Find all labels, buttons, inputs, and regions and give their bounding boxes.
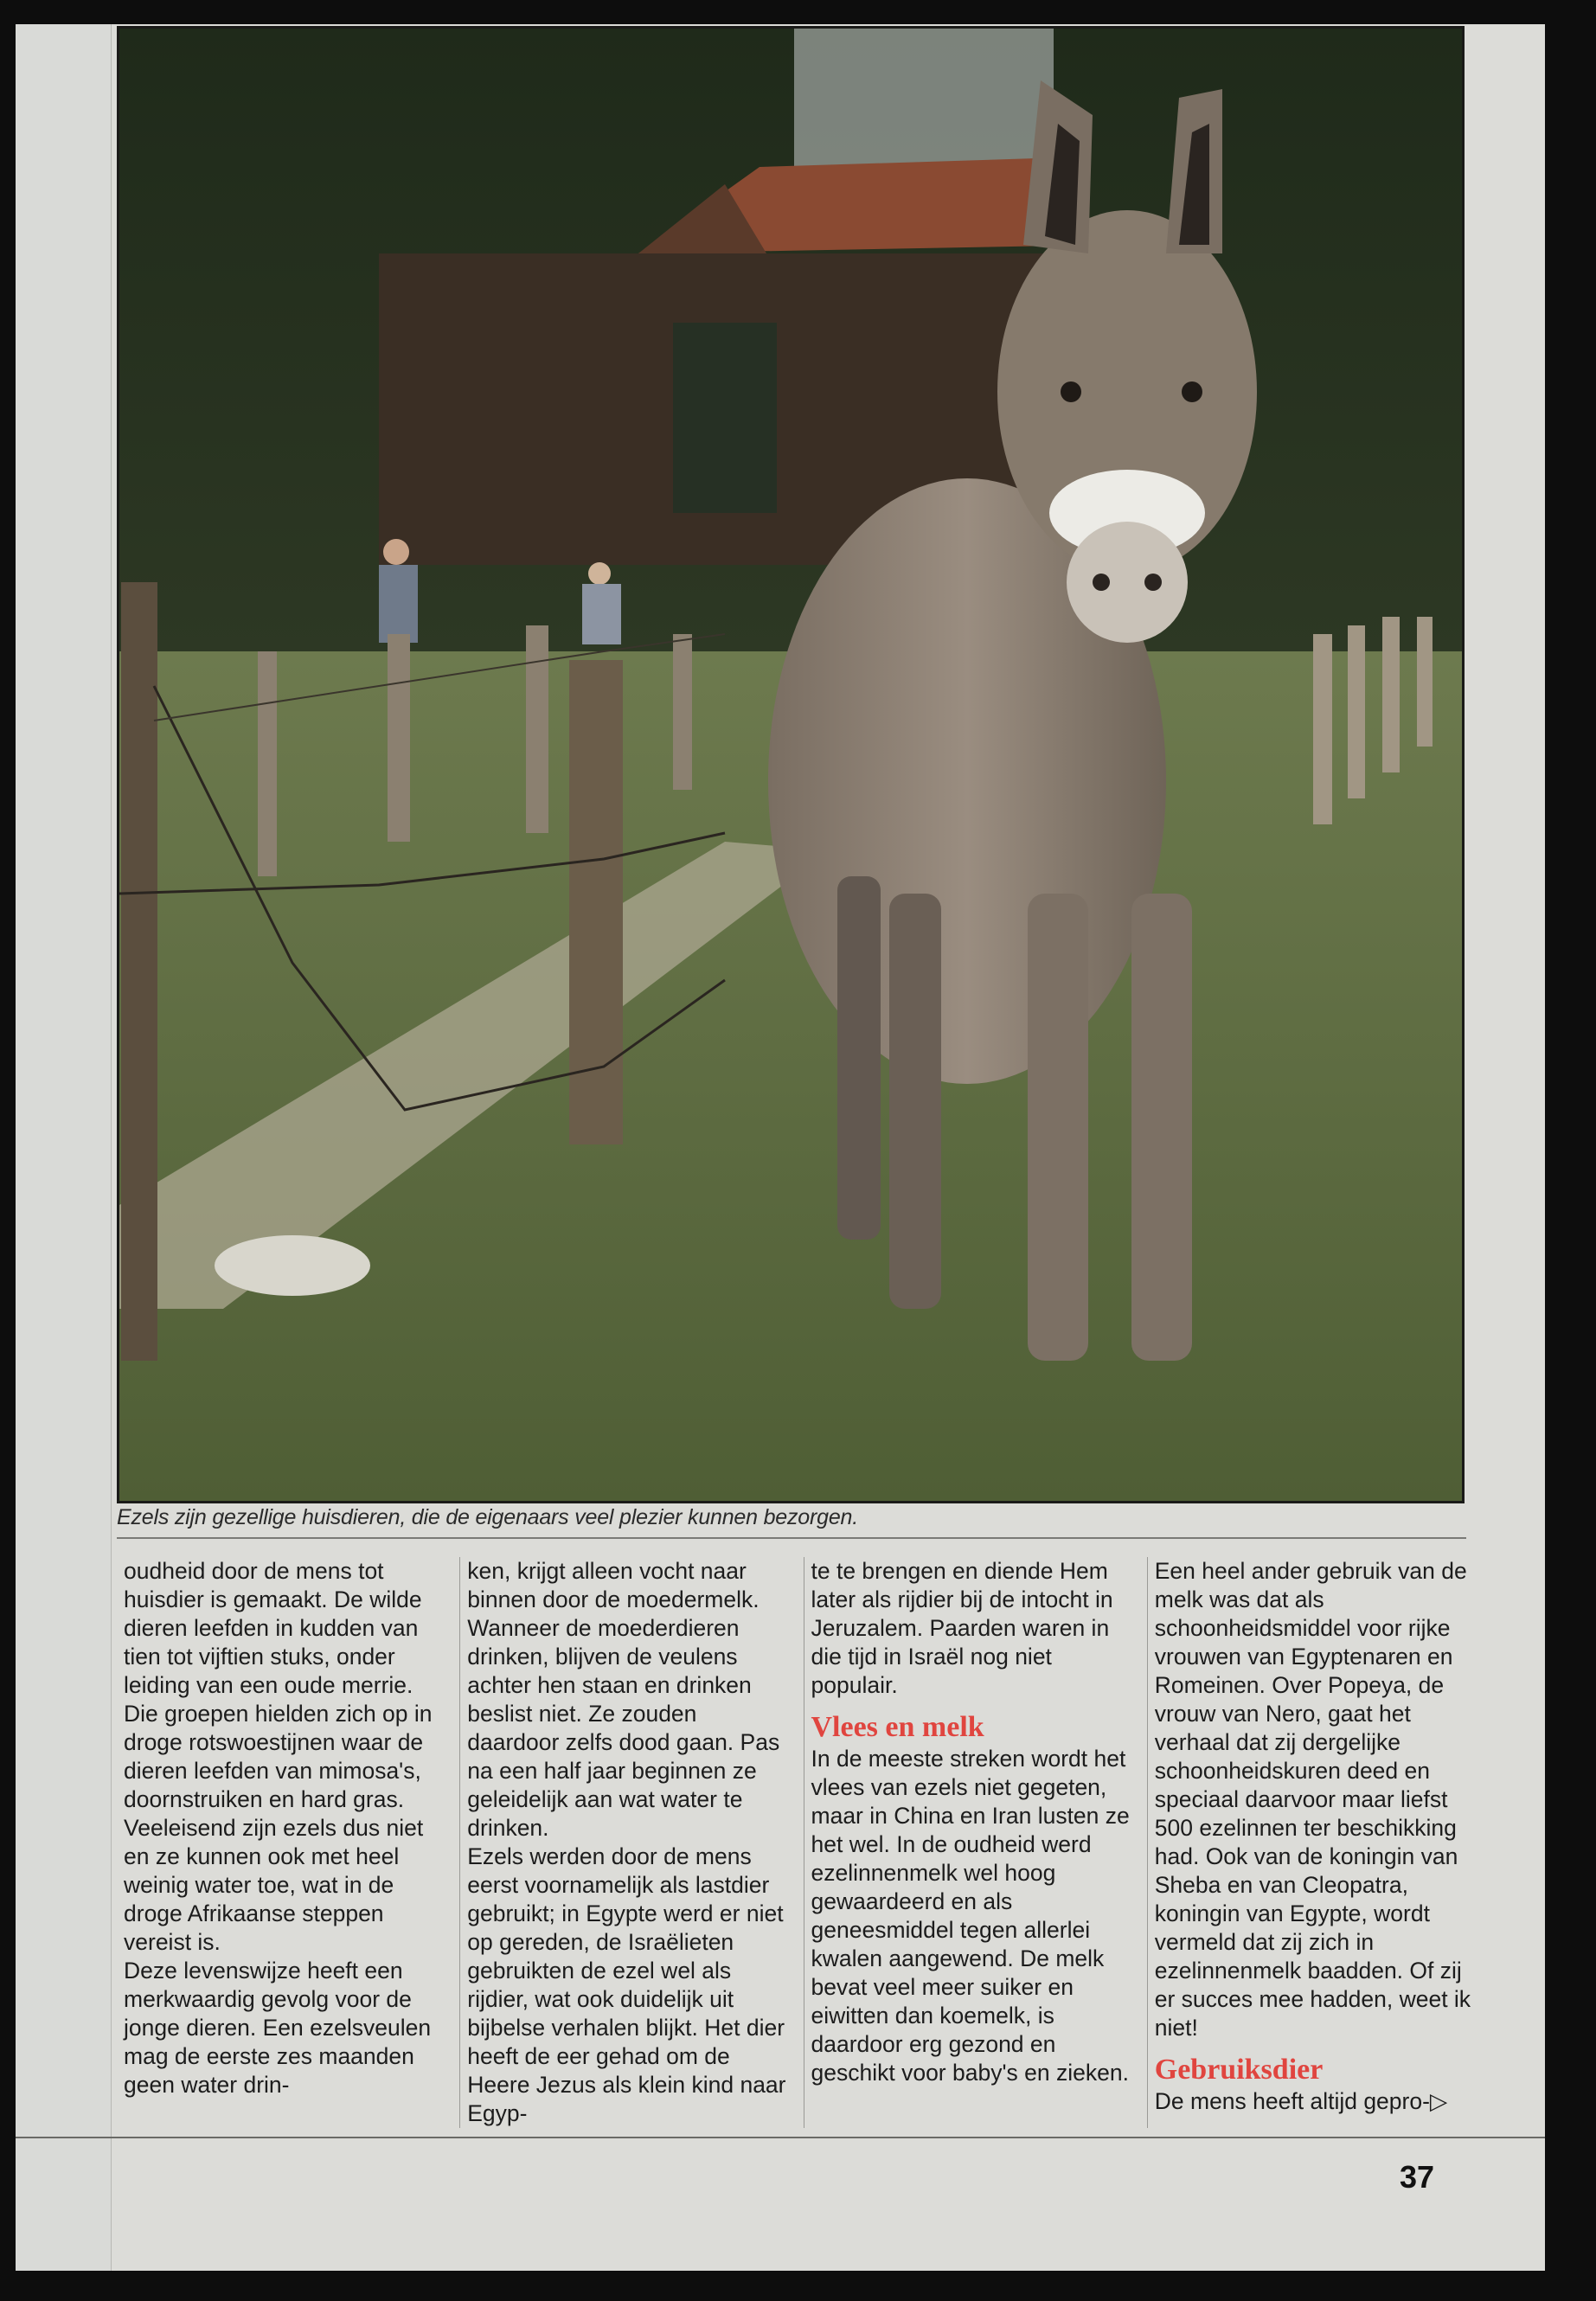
article-column-3	[804, 1557, 1148, 2128]
paragraph: Ezels werden door de mens eerst voornamelijk als lastdier gebruikt; in Egypte werd er niet op gereden, de Israëlieten gebruikten de ezel wel als rijdier, wat ook duidelijk uit bijbelse verhalen blijkt. Het dier heeft de eer gehad om de Heere Jezus als klein kind naar Egyp-	[467, 1843, 786, 2126]
article-column-2	[460, 1557, 804, 2128]
paragraph-text: De mens heeft altijd gepro-	[1154, 2088, 1430, 2114]
page-edge-strip	[16, 24, 112, 2271]
article-column-4	[1148, 1557, 1490, 2128]
page-number: 37	[1400, 2159, 1435, 2195]
paragraph-continued	[1155, 2087, 1480, 2116]
paragraph: Deze levenswijze heeft een merkwaardig gevolg voor de jonge dieren. Een ezelsveulen mag de eerste zes maanden geen water drin-	[124, 1958, 432, 2098]
paragraph: oudheid door de mens tot huisdier is gemaakt. De wilde dieren leefden in kudden van tien tot vijftien stuks, onder leiding van een oude merrie. Die groepen hielden zich op in droge rotswoestijnen waar de dieren leefden van mimosa's, doornstruiken en hard gras. Veeleisend zijn ezels dus niet en ze kunnen ook met heel weinig water toe, wat in de droge Afrikaanse steppen vereist is.	[124, 1558, 433, 1955]
section-heading: Gebruiksdier	[1154, 2054, 1324, 2086]
paragraph: Een heel ander gebruik van de melk was dat als schoonheidsmiddel voor rijke vrouwen van Egyptenaren en Romeinen. Over Popeya, de vrouw van Nero, gaat het verhaal dat zij dergelijke schoonheidskuren deed en speciaal daarvoor maar liefst 500 ezelinnen ter beschikking had. Ook van de koningin van Sheba en van Cleopatra, koningin van Egypte, wordt vermeld dat zij zich in ezelinnenmelk baadden. Of zij er succes mee hadden, weet ik niet!	[1154, 1558, 1471, 2041]
continue-arrow-icon: ▷	[1429, 2088, 1448, 2114]
photo-caption: Ezels zijn gezellige huisdieren, die de eigenaars veel plezier kunnen bezorgen.	[117, 1505, 1466, 1539]
paragraph: ken, krijgt alleen vocht naar binnen door de moedermelk. Wanneer de moederdieren drinken, blijven de veulens achter hen staan en drinken beslist niet. Ze zouden daardoor zelfs dood gaan. Pas na een half jaar beginnen ze geleidelijk aan wat water te drinken.	[467, 1558, 780, 1841]
donkey-photo	[117, 26, 1465, 1503]
article-column-1	[117, 1557, 460, 2128]
bottom-divider	[16, 2137, 1545, 2138]
paragraph: te te brengen en diende Hem later als rijdier bij de intocht in Jeruzalem. Paarden waren in die tijd in Israël nog niet populair.	[811, 1558, 1113, 1698]
paragraph: In de meeste streken wordt het vlees van ezels niet gegeten, maar in China en Iran lusten ze het wel. In de oudheid werd ezelinnenmelk wel hoog gewaardeerd en als geneesmiddel tegen allerlei kwalen aangewend. De melk bevat veel meer suiker en eiwitten dan koemelk, is daardoor erg gezond en geschikt voor baby's en zieken.	[811, 1746, 1130, 2086]
magazine-page	[16, 24, 1545, 2271]
section-heading: Vlees en melk	[811, 1711, 984, 1743]
article-columns	[117, 1557, 1490, 2128]
donkey-photo-illustration	[119, 29, 1462, 1501]
